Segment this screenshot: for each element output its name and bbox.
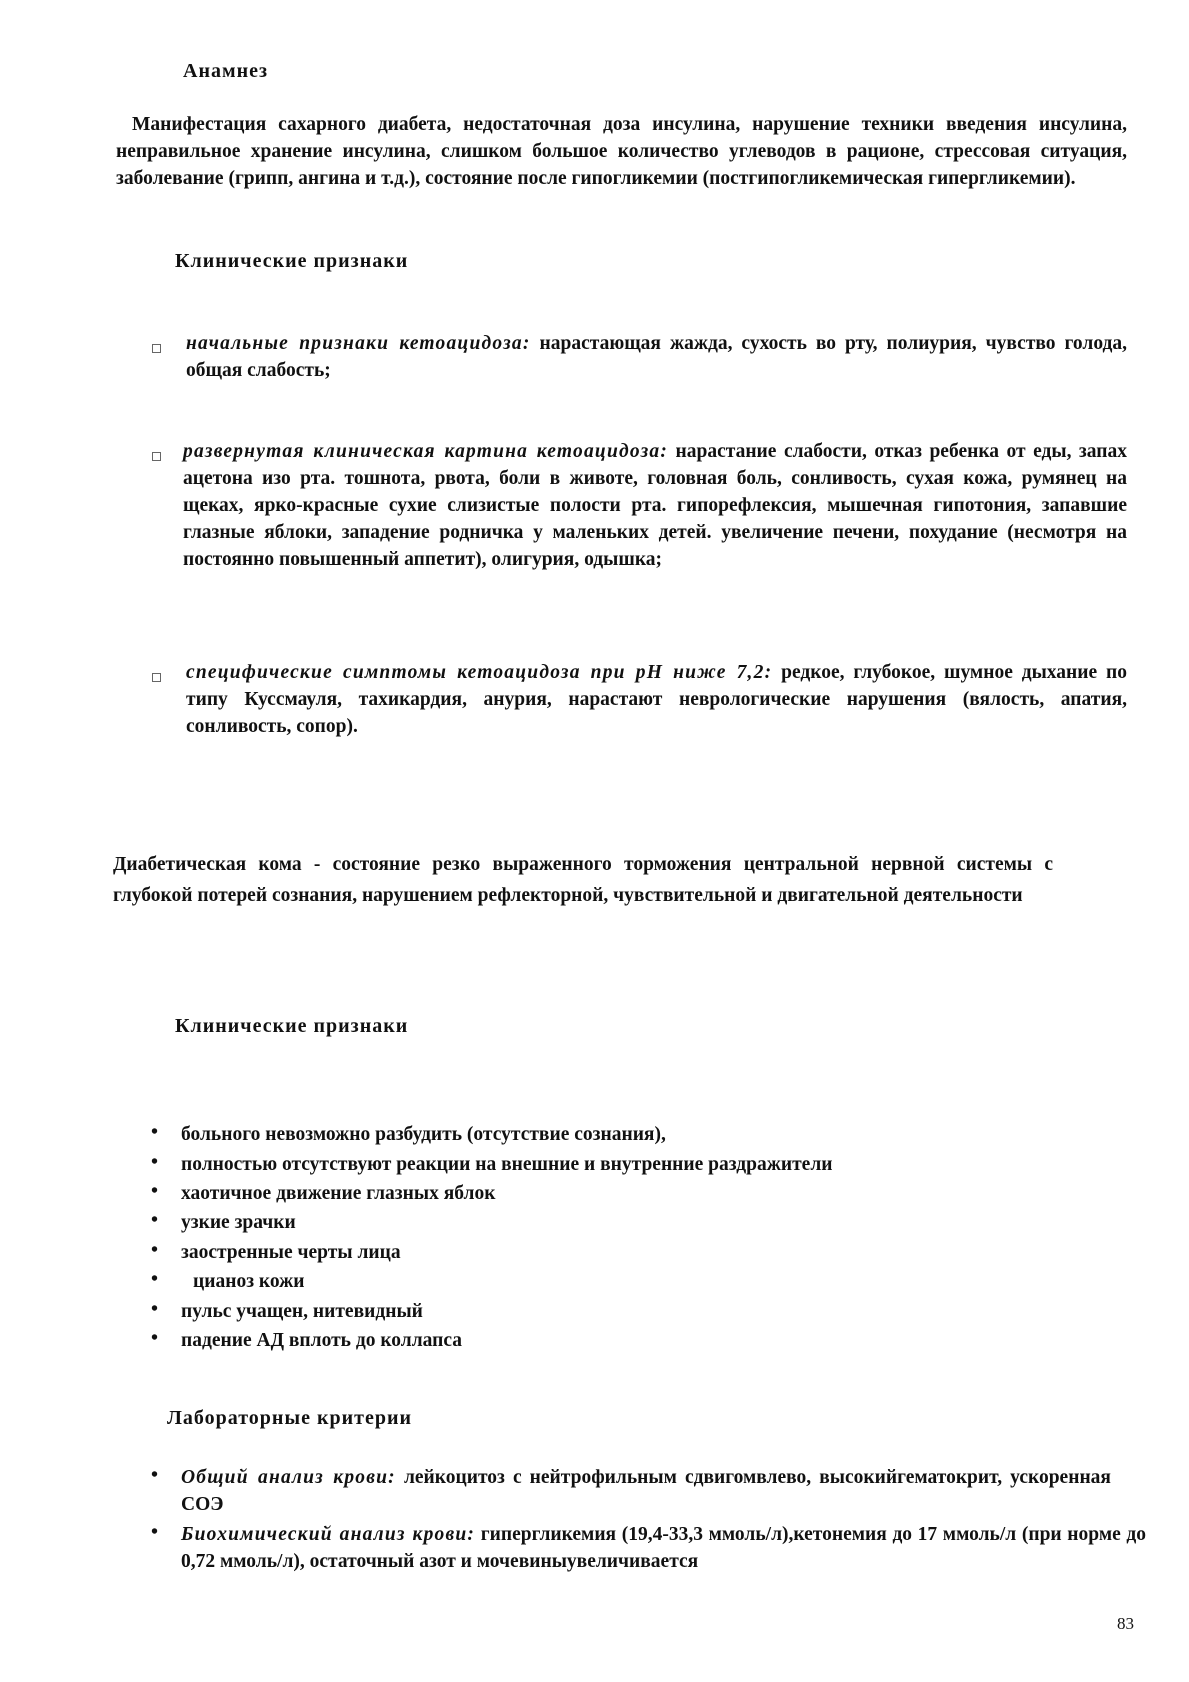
item-text: лейкоцитоз с нейтрофильным сдвигомвлево, высокийгематокрит, ускоренная СОЭ <box>181 1467 1111 1515</box>
bullet-icon: • <box>151 1298 159 1320</box>
bullet-icon: • <box>151 1151 159 1173</box>
bullet-icon: • <box>151 1521 159 1543</box>
bullet-icon: • <box>151 1209 159 1231</box>
list-item: заостренные черты лица <box>181 1242 401 1263</box>
item-text: нарастание слабости, отказ ребенка от еды, запах ацетона изо рта. тошнота, рвота, боли в животе, головная боль, сонливость, сухая кожа, румянец на щеках, ярко-красные сухие слизистые полости рта. гипорефлексия, мышечная гипотония, запавшие глазные яблоки, западение родничка у маленьких детей. увеличение печени, похудание (несмотря на постоянно повышенный аппетит), олигурия, одышка; <box>183 441 1127 570</box>
list-item: пульс учащен, нитевидный <box>181 1301 423 1322</box>
bullet-icon: • <box>151 1268 159 1290</box>
bullet-icon: • <box>151 1327 159 1349</box>
list-item <box>183 438 1127 573</box>
anamnesis-text: Манифестация сахарного диабета, недостаточная доза инсулина, нарушение техники введения инсулина, неправильное хранение инсулина, слишком большое количество углеводов в рационе, стрессовая ситуация, заболевание (грипп, ангина и т.д.), состояние после гипогликемии (постгипогликемическая гипергликемии). <box>116 114 1127 189</box>
item-term: Биохимический анализ крови: <box>181 1524 476 1545</box>
list-item: цианоз кожи <box>193 1271 305 1292</box>
list-item <box>181 1464 1111 1518</box>
bullet-icon: • <box>151 1180 159 1202</box>
list-item <box>186 330 1127 384</box>
item-text: редкое, глубокое, шумное дыхание по типу Куссмауля, тахикардия, анурия, нарастают неврологические нарушения (вялость, апатия, сонливость, сопор). <box>186 662 1127 737</box>
item-term: развернутая клиническая картина кетоацидоза: <box>183 441 669 462</box>
anamnesis-heading: Анамнез <box>183 60 269 82</box>
page-number: 83 <box>1117 1614 1134 1633</box>
item-term: начальные признаки кетоацидоза: <box>186 333 531 354</box>
bullet-icon: • <box>151 1121 159 1143</box>
square-bullet-icon <box>152 344 161 353</box>
list-item: хаотичное движение глазных яблок <box>181 1183 496 1204</box>
list-item: полностью отсутствуют реакции на внешние и внутренние раздражители <box>181 1154 833 1175</box>
list-item: падение АД вплоть до коллапса <box>181 1330 463 1351</box>
list-item <box>181 1521 1146 1575</box>
item-text: нарастающая жажда, сухость во рту, полиурия, чувство голода, общая слабость; <box>186 333 1127 381</box>
item-term: специфические симптомы кетоацидоза при pH ниже 7,2: <box>186 662 773 683</box>
item-text: гипергликемия (19,4-33,3 ммоль/л),кетонемия до 17 ммоль/л (при норме до 0,72 ммоль/л), остаточный азот и мочевиныувеличивается <box>181 1524 1147 1572</box>
diabetic-coma-definition: Диабетическая кома - состояние резко выраженного торможения центральной нервной системы с глубокой потерей сознания, нарушением рефлекторной, чувствительной и двигательной деятельности <box>113 854 1053 906</box>
list-item: больного невозможно разбудить (отсутствие сознания), <box>181 1124 666 1145</box>
list-item <box>186 659 1127 740</box>
bullet-icon: • <box>151 1239 159 1261</box>
item-term: Общий анализ крови: <box>181 1467 396 1488</box>
clinical-signs-heading: Клинические признаки <box>175 1015 409 1037</box>
square-bullet-icon <box>152 452 161 461</box>
square-bullet-icon <box>152 673 161 682</box>
list-item: узкие зрачки <box>181 1212 296 1233</box>
clinical-signs-heading: Клинические признаки <box>175 250 409 272</box>
lab-criteria-heading: Лабораторные критерии <box>167 1407 412 1429</box>
bullet-icon: • <box>151 1464 159 1486</box>
